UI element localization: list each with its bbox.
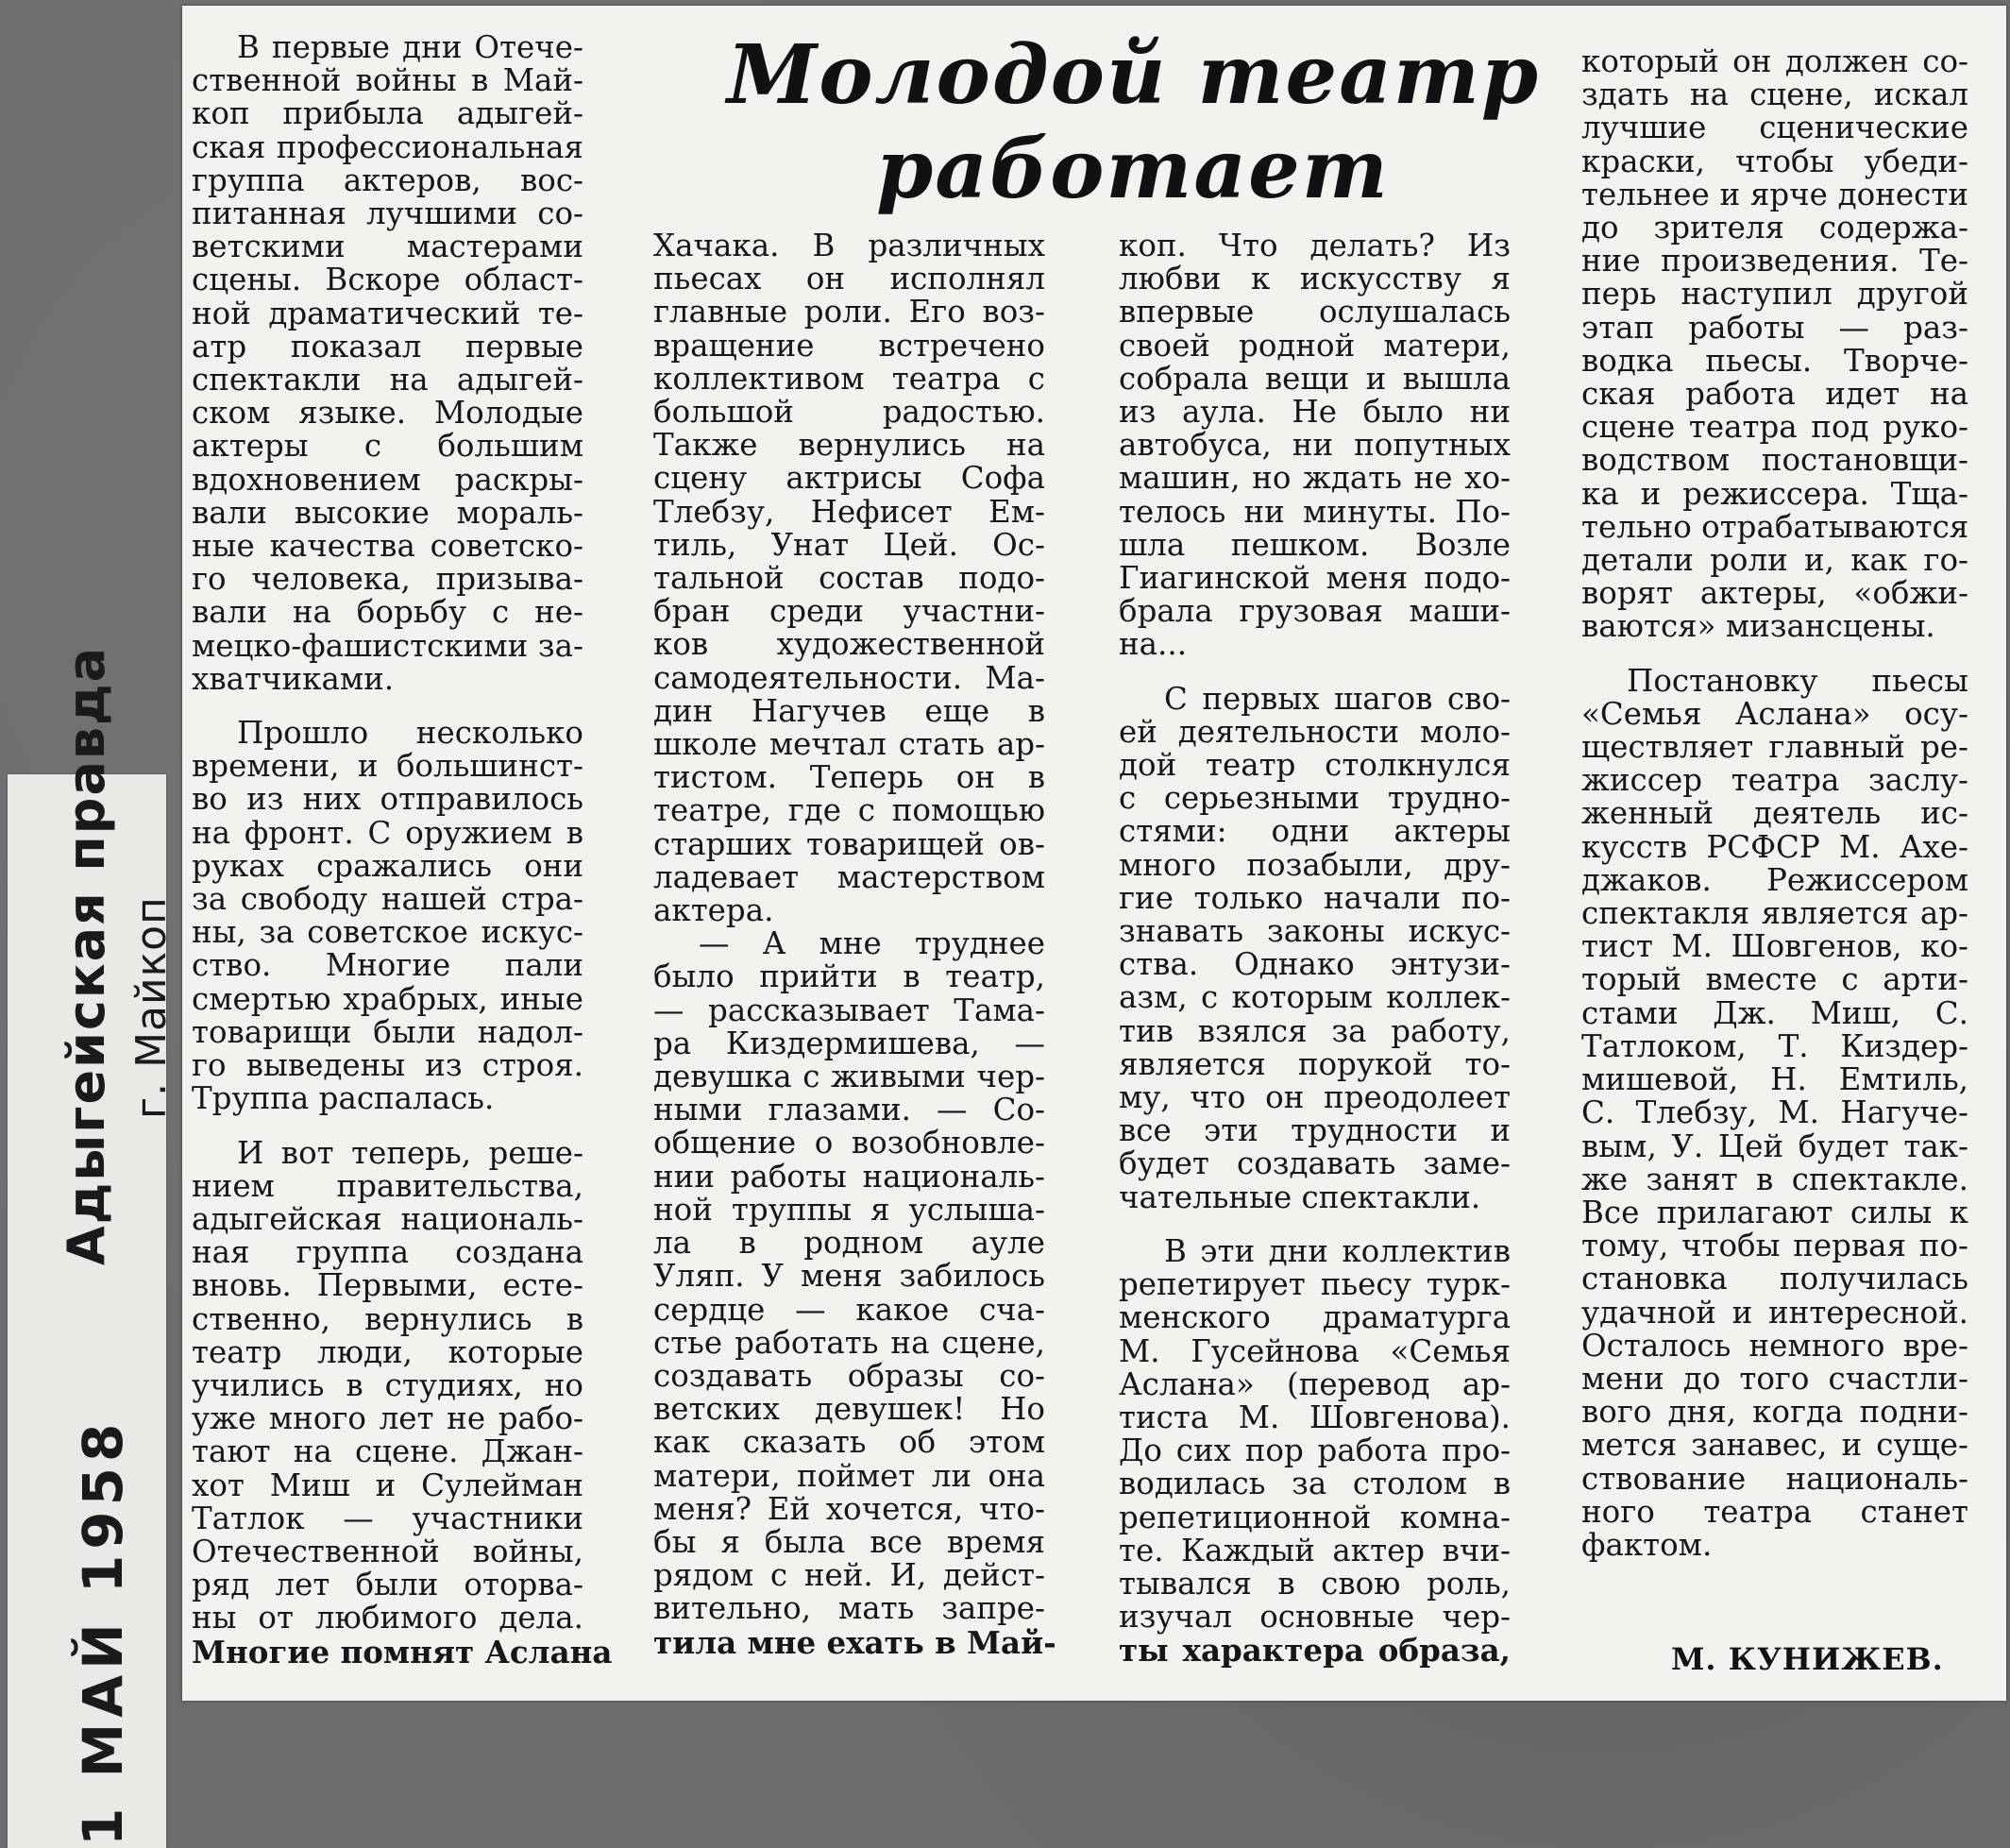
text-line: репетиционной комна- [1119, 1499, 1511, 1535]
text-line: Постановку пьесы [1627, 662, 1968, 699]
text-line: актера. [653, 892, 774, 929]
text-line: ние произведения. Те- [1581, 243, 1968, 280]
text-line: все эти трудности и [1119, 1112, 1511, 1149]
text-line: Также вернулись на [653, 427, 1045, 464]
text-line: стами Дж. Миш, С. [1581, 994, 1968, 1031]
text-line: здать на сцене, искал [1581, 76, 1968, 113]
text-line: на фронт. С оружием в [192, 814, 583, 851]
text-line: вдохновением раскры- [192, 461, 583, 498]
text-line: из аула. Не было ни [1119, 394, 1511, 431]
text-line: ными глазами. — Со- [653, 1092, 1045, 1128]
article-headline [727, 27, 1541, 217]
text-line: ствование националь- [1581, 1460, 1968, 1497]
text-line: ществляет главный ре- [1581, 729, 1968, 766]
text-line: нии работы националь- [653, 1158, 1045, 1195]
text-line: — рассказывает Тама- [653, 992, 1045, 1028]
text-line: питанная лучшими со- [192, 195, 583, 232]
text-line: кусств РСФСР М. Ахе- [1581, 828, 1968, 865]
text-line: нием правительства, [192, 1167, 583, 1204]
paragraph-gap [192, 1116, 583, 1137]
text-line: вым, У. Цей будет так- [1581, 1127, 1968, 1164]
text-line: самодеятельности. Ма- [653, 659, 1045, 696]
text-line: ветскими мастерами [192, 229, 583, 265]
paragraph-gap [192, 696, 583, 717]
text-line: удачной и интересной. [1581, 1294, 1968, 1331]
text-line: до зрителя содержа- [1581, 210, 1968, 246]
text-line: большой радостью. [653, 394, 1045, 431]
text-line: группа актеров, вос- [192, 161, 583, 198]
article-signature: М. КУНИЖЕВ. [1671, 1641, 1944, 1677]
text-line: тист М. Шовгенов, ко- [1581, 928, 1968, 965]
text-line: как сказать об этом [653, 1424, 1045, 1461]
text-line: лучшие сценические [1581, 110, 1968, 146]
paragraph-gap [1119, 1214, 1511, 1235]
text-line: много позабыли, дру- [1119, 846, 1511, 883]
text-line: жиссер театра заслу- [1581, 762, 1968, 799]
text-line: коллективом театра с [653, 360, 1045, 397]
article-column-3 [1119, 229, 1511, 1668]
text-line: ская работа идет на [1581, 376, 1968, 413]
text-line: за свободу нашей стра- [192, 881, 583, 918]
text-line: детали роли и, как го- [1581, 542, 1968, 579]
headline-line-1: Молодой театр [727, 27, 1541, 123]
text-line: тельнее и ярче донести [1581, 176, 1968, 212]
text-line: сцены. Вскоре област- [192, 262, 583, 298]
text-line: го выведены из строя. [192, 1047, 583, 1084]
text-line: го человека, призыва- [192, 561, 583, 598]
text-line: актеры с большим [192, 428, 583, 465]
text-line: стье работать на сцене, [653, 1324, 1045, 1361]
text-line: ворят актеры, «обжи- [1581, 575, 1968, 612]
text-line: краски, чтобы убеди- [1581, 143, 1968, 179]
paragraph-gap [1581, 644, 1968, 665]
text-line: смертью храбрых, иные [192, 980, 583, 1017]
text-line: товарищи были надол- [192, 1013, 583, 1050]
text-line: ская профессиональная [192, 128, 583, 165]
text-line: вали на борьбу с не- [192, 594, 583, 631]
text-line: фактом. [1581, 1526, 1713, 1563]
newspaper-source-stamp: Адыгейская правда [57, 645, 116, 1265]
text-line: брала грузовая маши- [1119, 593, 1511, 630]
text-line: шла пешком. Возле [1119, 526, 1511, 563]
text-line: чательные спектакли. [1119, 1178, 1481, 1215]
text-line: Татлоком, Т. Киздер- [1581, 1027, 1968, 1064]
paragraph-gap [1119, 662, 1511, 683]
text-line: В первые дни Отече- [237, 29, 583, 65]
text-line: Труппа распалась. [192, 1080, 495, 1117]
text-line: водка пьесы. Творче- [1581, 342, 1968, 379]
text-line: же занят в спектакле. [1581, 1161, 1968, 1197]
headline-line-2: работает [876, 122, 1390, 217]
text-line: рядом с ней. И, дейст- [653, 1557, 1045, 1594]
article-column-4 [1581, 45, 1968, 1562]
text-line: ны, за советское искус- [192, 914, 583, 951]
text-line: уже много лет не рабо- [192, 1400, 583, 1437]
text-line: на... [1119, 626, 1188, 663]
text-line: ветских девушек! Но [653, 1391, 1045, 1428]
text-line: ство. Многие пали [192, 947, 583, 984]
text-line: мени до того счастли- [1581, 1360, 1968, 1397]
text-line: становка получилась [1581, 1261, 1968, 1297]
text-line: вого дня, когда подни- [1581, 1394, 1968, 1431]
text-line: водством постановщи- [1581, 442, 1968, 479]
text-line: ка и режиссера. Тща- [1581, 475, 1968, 512]
article-column-1 [192, 29, 613, 1670]
text-line: тому, чтобы первая по- [1581, 1228, 1968, 1264]
text-line: ла в родном ауле [653, 1225, 1045, 1262]
text-line: вращение встречено [653, 327, 1045, 364]
text-line: матери, поймет ли она [653, 1457, 1045, 1494]
text-line: тывался в свою роль, [1119, 1565, 1511, 1602]
text-line: времени, и большинст- [192, 748, 583, 785]
text-line: Осталось немного вре- [1581, 1327, 1968, 1364]
text-line: знавать законы искус- [1119, 913, 1511, 950]
text-line: гие только начали по- [1119, 879, 1511, 916]
text-line: ты характера образа, [1119, 1632, 1511, 1670]
text-line: тила мне ехать в Май- [653, 1623, 1056, 1661]
text-line: тив взялся за работу, [1119, 1012, 1511, 1049]
text-line: старших товарищей ов- [653, 825, 1045, 862]
text-line: Татлок — участники [192, 1500, 583, 1536]
text-line: М. Гусейнова «Семья [1119, 1332, 1511, 1369]
article-column-2 [653, 228, 1056, 1661]
text-line: этап работы — раз- [1581, 309, 1968, 346]
newspaper-date-stamp: 1 МАЙ 1958 [71, 1417, 135, 1846]
text-line: автобуса, ни попутных [1119, 427, 1511, 464]
text-line: Прошло несколько [237, 715, 583, 752]
text-line: ной драматический те- [192, 295, 583, 331]
text-line: Отечественной войны, [192, 1533, 583, 1569]
text-line: дой театр столкнулся [1119, 747, 1511, 784]
text-line: телось ни минуты. По- [1119, 493, 1511, 530]
text-line: тальной состав подо- [653, 560, 1045, 597]
newspaper-city-stamp: г. Майкоп [127, 896, 176, 1119]
text-line: собрала вещи и вышла [1119, 360, 1511, 397]
text-line: девушка с живыми чер- [653, 1059, 1045, 1095]
text-line: создавать образы со- [653, 1357, 1045, 1394]
text-line: сердце — какое сча- [653, 1291, 1045, 1328]
text-line: хот Миш и Сулейман [192, 1467, 583, 1503]
text-line: репетирует пьесу турк- [1119, 1266, 1511, 1303]
text-line: пьесах он исполнял [653, 261, 1045, 297]
text-line: С. Тлебзу, М. Нагуче- [1581, 1094, 1968, 1131]
text-line: спектакли на адыгей- [192, 362, 583, 398]
text-line: будет создавать заме- [1119, 1145, 1511, 1182]
text-line: учились в студиях, но [192, 1366, 583, 1403]
text-line: мется занавес, и суще- [1581, 1427, 1968, 1464]
text-line: Хачака. В различных [653, 228, 1045, 263]
text-line: ства. Однако энтузи- [1119, 946, 1511, 983]
text-line: ра Киздермишева, — [653, 1025, 1045, 1061]
text-line: ладевает мастерством [653, 858, 1045, 895]
text-line: тают на сцене. Джан- [192, 1433, 583, 1470]
text-line: водилась за столом в [1119, 1466, 1511, 1502]
text-line: ей деятельности моло- [1119, 713, 1511, 750]
text-line: дин Нагучев еще в [653, 692, 1045, 729]
text-line: тиста М. Шовгенова). [1119, 1399, 1511, 1435]
text-line: театре, где с помощью [653, 792, 1045, 829]
text-line: Аслана» (перевод ар- [1119, 1365, 1511, 1402]
text-line: торый вместе с арти- [1581, 961, 1968, 998]
text-line: перь наступил другой [1581, 276, 1968, 313]
text-line: «Семья Аслана» осу- [1581, 695, 1968, 732]
text-line: коп прибыла адыгей- [192, 95, 583, 132]
text-line: который он должен со- [1581, 43, 1968, 79]
text-line: бы я была все время [653, 1523, 1045, 1560]
text-line: Гиагинской меня подо- [1119, 560, 1511, 597]
text-line: атр показал первые [192, 328, 583, 365]
text-line: главные роли. Его воз- [653, 294, 1045, 331]
text-line: ряд лет были оторва- [192, 1567, 583, 1603]
text-line: — А мне труднее [699, 925, 1045, 962]
text-line: адыгейская националь- [192, 1200, 583, 1237]
text-line: И вот теперь, реше- [237, 1134, 583, 1171]
text-line: ваются» мизансцены. [1581, 608, 1935, 645]
text-line: мецко-фашистскими за- [192, 627, 583, 664]
text-line: сцену актрисы Софа [653, 460, 1045, 497]
text-line: Все прилагают силы к [1581, 1194, 1968, 1230]
text-line: те. Каждый актер вчи- [1119, 1532, 1511, 1568]
text-line: машин, но ждать не хо- [1119, 460, 1511, 497]
text-line: является порукой то- [1119, 1045, 1511, 1082]
text-line: с серьезными трудно- [1119, 780, 1511, 817]
text-line: ков художественной [653, 626, 1045, 663]
text-line: тельно отрабатываются [1581, 508, 1969, 545]
text-line: мишевой, Н. Емтиль, [1581, 1061, 1968, 1098]
text-line: сцене театра под руко- [1581, 409, 1968, 446]
text-line: ственно, вернулись в [192, 1300, 583, 1337]
text-line: вительно, мать запре- [653, 1590, 1045, 1627]
text-line: До сих пор работа про- [1119, 1433, 1511, 1469]
text-line: Тлебзу, Нефисет Ем- [653, 493, 1045, 530]
text-line: школе мечтал стать ар- [653, 726, 1045, 763]
text-line: тиль, Унат Цей. Ос- [653, 526, 1045, 563]
text-line: спектакля является ар- [1581, 895, 1968, 932]
text-line: В эти дни коллектив [1164, 1232, 1511, 1269]
text-line: во из них отправилось [192, 781, 583, 818]
text-line: вновь. Первыми, есте- [192, 1267, 583, 1304]
text-line: вали высокие мораль- [192, 494, 583, 531]
text-line: С первых шагов сво- [1164, 680, 1511, 717]
text-line: ной труппы я услыша- [653, 1191, 1045, 1228]
text-line: ная группа создана [192, 1234, 583, 1271]
text-line: впервые ослушалась [1119, 294, 1511, 331]
text-line: общение о возобновле- [653, 1125, 1045, 1161]
text-line: стями: одни актеры [1119, 813, 1511, 850]
text-line: женный деятель ис- [1581, 795, 1968, 832]
text-line: руках сражались они [192, 847, 583, 884]
text-line: было прийти в театр, [653, 958, 1045, 995]
text-line: менского драматурга [1119, 1299, 1511, 1336]
text-line: своей родной матери, [1119, 327, 1511, 364]
text-line: бран среди участни- [653, 593, 1045, 630]
text-line: ные качества советско- [192, 528, 583, 565]
text-line: му, что он преодолеет [1119, 1079, 1511, 1116]
text-line: коп. Что делать? Из [1119, 228, 1511, 263]
text-line: Уляп. У меня забилось [653, 1258, 1045, 1295]
text-line: тистом. Теперь он в [653, 759, 1045, 796]
text-line: джаков. Режиссером [1581, 861, 1968, 898]
text-line: азм, с которым коллек- [1119, 979, 1511, 1016]
text-line: хватчиками. [192, 660, 395, 697]
text-line: любви к искусству я [1119, 261, 1511, 297]
text-line: ны от любимого дела. [192, 1600, 583, 1636]
text-line: театр люди, которые [192, 1333, 583, 1370]
text-line: ском языке. Молодые [192, 395, 583, 432]
text-line: Многие помнят Аслана [192, 1633, 613, 1670]
text-line: ного театра станет [1581, 1493, 1968, 1530]
text-line: изучал основные чер- [1119, 1599, 1511, 1636]
text-line: меня? Ей хочется, что- [653, 1490, 1045, 1527]
text-line: ственной войны в Май- [192, 62, 583, 99]
